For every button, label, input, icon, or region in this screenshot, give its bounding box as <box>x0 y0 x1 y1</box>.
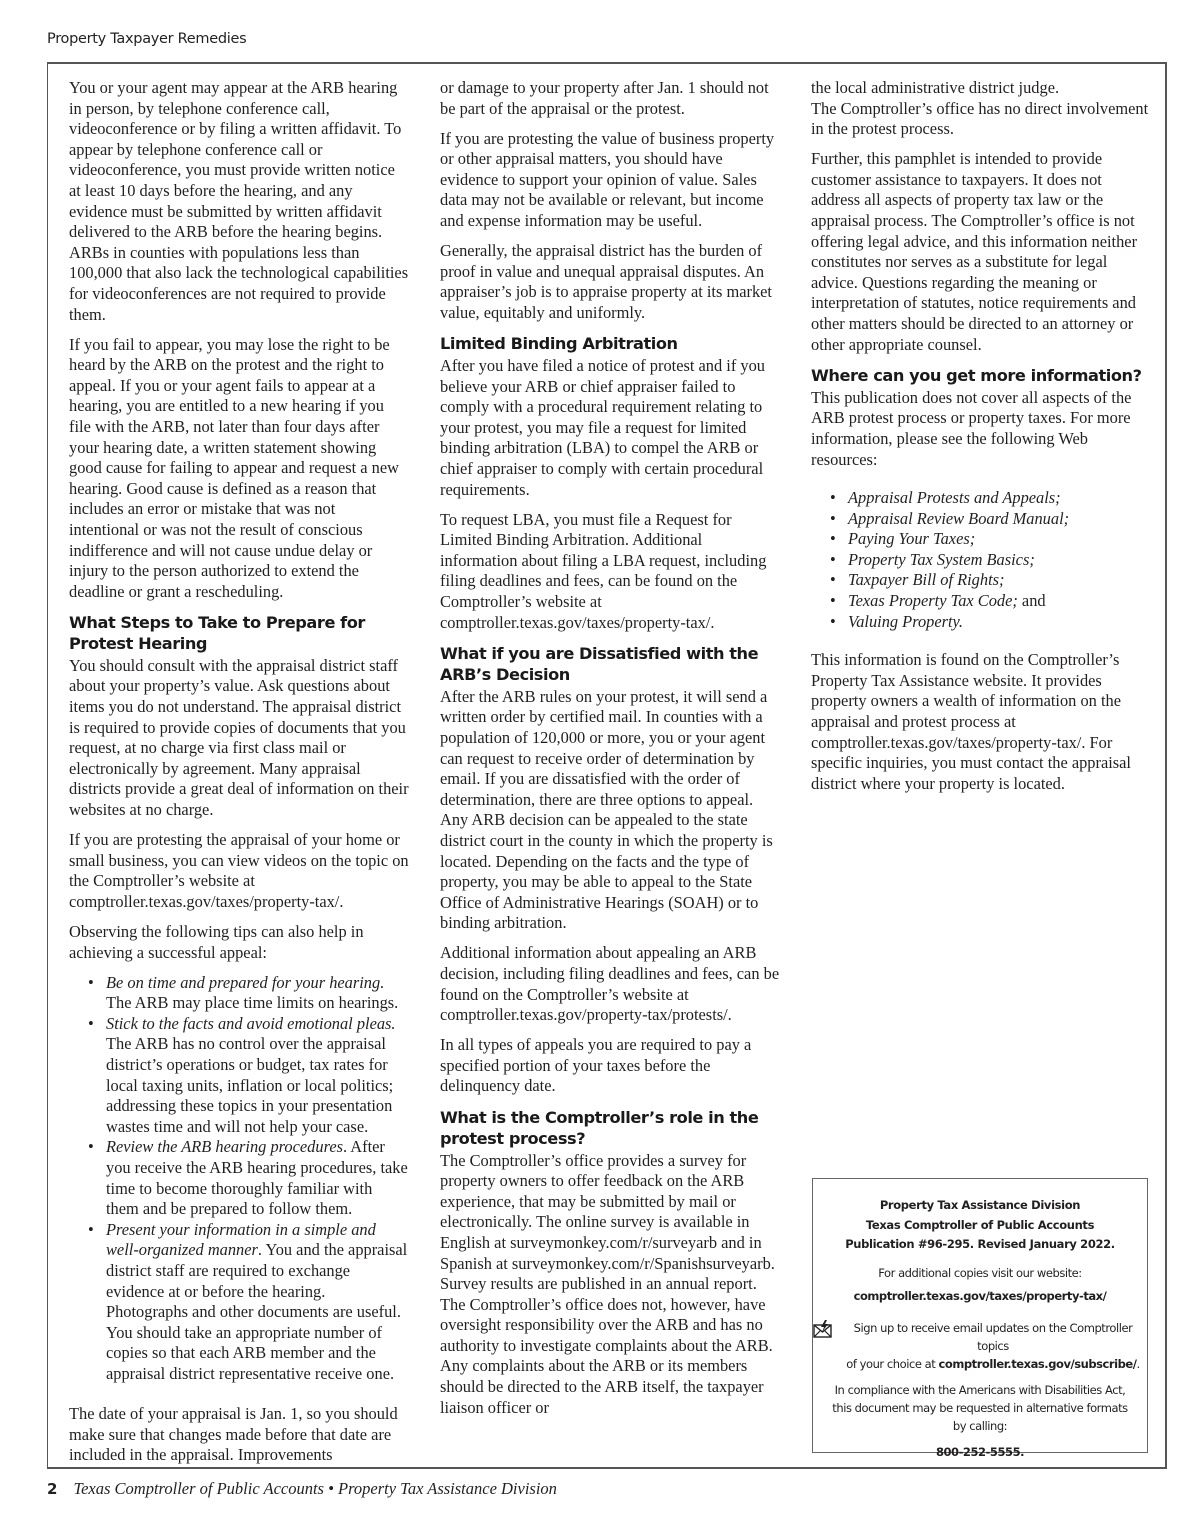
tip-emphasis: Be on time and prepared for your hearing. <box>106 972 385 992</box>
column-2 <box>440 78 780 1428</box>
list-item <box>848 570 1151 591</box>
running-header-title: Property Taxpayer Remedies <box>47 31 247 47</box>
subscribe-prefix: of your choice at <box>846 1356 939 1371</box>
resources-list <box>811 488 1151 632</box>
tip-emphasis: Present your information in a simple and well-organized manner <box>106 1219 376 1260</box>
paragraph: Further, this pamphlet is intended to provide customer assistance to taxpayers. It does not address all aspects of property tax law or the appraisal process. The Comptroller’s office is not offering legal advice, and this information neither constitutes nor serves as a substitute for legal advice. Questions regarding the meaning or interpretation of statutes, notice requirements and other matters should be directed to an attorney or other appropriate counsel. <box>811 149 1138 354</box>
list-item <box>848 509 1151 530</box>
paragraph: You or your agent may appear at the ARB hearing in person, by telephone conference call, videoconference or by filing a written affidavit. To appear by telephone conference call or videoconference, you must provide written notice at least 10 days before the hearing, and any evidence must be submitted by written affidavit delivered to the ARB before the hearing begins. ARBs in counties with populations less than 100,000 that also lack the technological capabilities for videoconferences are not required to provide them. <box>69 78 409 324</box>
paragraph: The Comptroller’s office provides a survey for property owners to offer feedback on the ARB experience, that may be submitted by mail or electronically. The online survey is available in English at surveymonkey.com/r/surveyarb and in Spanish at surveymonkey.com/r/Spanishsurveyarb. Survey results are published in an annual report. The Comptroller’s office does not, however, have oversight responsibility over the ARB and has no authority to investigate complaints about the ARB. Any complaints about the ARB or its members should be directed to the ARB itself, the taxpayer liaison officer or <box>440 1150 775 1417</box>
paragraph: or damage to your property after Jan. 1 should not be part of the appraisal or the protest. <box>440 78 769 118</box>
section-heading-more-info: Where can you get more information? <box>811 365 1142 385</box>
subscribe-line-1: Sign up to receive email updates on the Comptroller topics <box>853 1320 1133 1353</box>
paragraph: In all types of appeals you are required to pay a specified portion of your taxes before the delinquency date. <box>440 1035 752 1096</box>
column-3 <box>811 78 1151 804</box>
section-heading-comptroller-role: What is the Comptroller’s role in the protest process? <box>440 1107 759 1148</box>
ada-notice: In compliance with the Americans with Disabilities Act, this document may be requested in alternative formats by calling: <box>832 1382 1128 1433</box>
spacer <box>69 1394 409 1404</box>
page-footer <box>47 1479 557 1499</box>
copies-label: For additional copies visit our website: <box>878 1265 1082 1280</box>
tip-text: . After you receive the ARB hearing procedures, take time to become thoroughly familiar with them and be prepared to follow them. <box>106 1137 408 1219</box>
tip-text: . You and the appraisal district staff are required to exchange evidence at or before the hearing. Photographs and other documents are useful. You should take an appropriate number of copies so that each ARB member and the appraisal district representative receive one. <box>106 1240 408 1383</box>
publication-number: Publication #96-295. Revised January 2022. <box>845 1237 1115 1251</box>
paragraph-line: The Comptroller’s office has no direct involvement in the protest process. <box>811 98 1149 139</box>
section-heading-prepare: What Steps to Take to Prepare for Protest Hearing <box>69 612 365 653</box>
list-item <box>106 973 409 1014</box>
paragraph <box>811 78 1151 140</box>
subscribe-url-link[interactable]: comptroller.texas.gov/subscribe/ <box>938 1356 1137 1371</box>
tips-list <box>69 973 409 1385</box>
tip-text: The ARB has no control over the appraisal district’s operations or budget, tax rates for local taxing units, inflation or local politics; addressing these topics in your presentation wastes time and will not help your case. <box>106 1034 394 1136</box>
paragraph-line: the local administrative district judge. <box>811 78 1060 97</box>
paragraph: If you are protesting the appraisal of your home or small business, you can view videos on the topic on the Comptroller’s website at comptroller.texas.gov/taxes/property-tax/. <box>69 830 409 911</box>
subscribe-suffix: . <box>1136 1356 1140 1371</box>
page-number: 2 <box>47 1480 58 1498</box>
list-item <box>106 1220 409 1385</box>
list-item <box>848 612 1151 633</box>
paragraph: Observing the following tips can also help in achieving a successful appeal: <box>69 921 364 962</box>
list-item <box>848 550 1151 571</box>
section-heading-dissatisfied: What if you are Dissatisfied with the ARB’s Decision <box>440 643 759 684</box>
phone-number: 800-252-5555. <box>935 1444 1025 1459</box>
resource-title: Appraisal Protests and Appeals; <box>848 488 1061 508</box>
list-item <box>848 591 1151 612</box>
list-item <box>848 529 1151 550</box>
paragraph: To request LBA, you must file a Request for Limited Binding Arbitration. Additional information about filing a LBA request, including filing deadlines and fees, can be found on the Comptroller’s website at comptroller.texas.gov/taxes/property-tax/. <box>440 509 767 632</box>
email-envelope-icon <box>813 1320 833 1338</box>
section-heading-lba: Limited Binding Arbitration <box>440 334 678 354</box>
list-item <box>106 1137 409 1219</box>
copies-url-link[interactable]: comptroller.texas.gov/taxes/property-tax/ <box>853 1288 1107 1303</box>
column-1 <box>69 78 409 1475</box>
paragraph: The date of your appraisal is Jan. 1, so you should make sure that changes made before that date are included in the appraisal. Improvements <box>69 1404 398 1465</box>
paragraph: Generally, the appraisal district has the burden of proof in value and unequal appraisal disputes. An appraiser’s job is to appraise property at its market value, equitably and uniformly. <box>440 241 772 322</box>
publisher-block <box>813 1196 1147 1255</box>
subscribe-notice <box>813 1319 1147 1373</box>
resource-title: Paying Your Taxes; <box>848 529 976 549</box>
paragraph: If you are protesting the value of business property or other appraisal matters, you should have evidence to support your opinion of value. Sales data may not be available or relevant, but income and expense information may be useful. <box>440 128 775 231</box>
paragraph: This information is found on the Comptroller’s Property Tax Assistance website. It provides property owners a wealth of information on the appraisal and protest process at comptroller.texas.gov/taxes/property-tax/. For specific inquiries, you must contact the appraisal district where your property is located. <box>811 650 1131 793</box>
subscribe-line-2 <box>839 1355 1147 1373</box>
resource-title: Valuing Property. <box>848 611 964 631</box>
tip-emphasis: Review the ARB hearing procedures <box>106 1137 343 1157</box>
paragraph: If you fail to appear, you may lose the right to be heard by the ARB on the protest and the right to appeal. If you or your agent fails to appear at a hearing, you are entitled to a new hearing if you file with the ARB, not later than four days after your hearing date, a written statement showing good cause for failing to appear and request a new hearing. Good cause is defined as a reason that includes an error or mistake that was not intentional or was not the result of conscious indifference and will not cause undue delay or injury to the person authorized to extend the deadline or grant a rescheduling. <box>69 334 399 601</box>
tip-emphasis: Stick to the facts and avoid emotional pleas. <box>106 1013 396 1033</box>
agency-name: Texas Comptroller of Public Accounts <box>865 1217 1095 1232</box>
paragraph: After the ARB rules on your protest, it will send a written order by certified mail. In counties with a population of 120,000 or more, you or your agent can request to receive order of determination by email. If you are dissatisfied with the order of determination, there are three options to appeal. Any ARB decision can be appealed to the state district court in the county in which the property is located. Depending on the facts and the type of property, you may be able to appeal to the State Office of Administrative Hearings (SOAH) or to binding arbitration. <box>440 686 773 933</box>
tip-text: The ARB may place time limits on hearings. <box>106 993 399 1013</box>
footer-text: Texas Comptroller of Public Accounts • Property Tax Assistance Division <box>73 1479 557 1498</box>
resource-title: Taxpayer Bill of Rights; <box>848 570 1005 590</box>
resource-title: Appraisal Review Board Manual; <box>848 508 1070 528</box>
resource-suffix: and <box>1017 591 1046 611</box>
list-item <box>106 1014 409 1138</box>
paragraph: You should consult with the appraisal district staff about your property’s value. Ask questions about items you do not understand. The appraisal district is required to provide copies of documents that you request, at no charge via first class mail or electronically by agreement. Many appraisal districts provide a great deal of information on their websites at no charge. <box>69 655 409 819</box>
list-item <box>848 488 1151 509</box>
publication-info-box <box>812 1178 1148 1459</box>
paragraph: This publication does not cover all aspects of the ARB protest process or property taxes. For more information, please see the following Web resources: <box>811 387 1132 469</box>
resource-title: Texas Property Tax Code; <box>848 591 1018 611</box>
subscribe-text-block <box>839 1319 1147 1373</box>
paragraph: Additional information about appealing an ARB decision, including filing deadlines and fees, can be found on the Comptroller’s website at comptroller.texas.gov/property-tax/protests/. <box>440 943 780 1025</box>
resource-title: Property Tax System Basics; <box>848 549 1035 569</box>
division-name: Property Tax Assistance Division <box>879 1198 1081 1212</box>
paragraph: After you have filed a notice of protest and if you believe your ARB or chief appraiser failed to comply with a procedural requirement relating to your protest, you may file a request for limited binding arbitration (LBA) to compel the ARB or chief appraiser to comply with certain procedural requirements. <box>440 356 765 499</box>
